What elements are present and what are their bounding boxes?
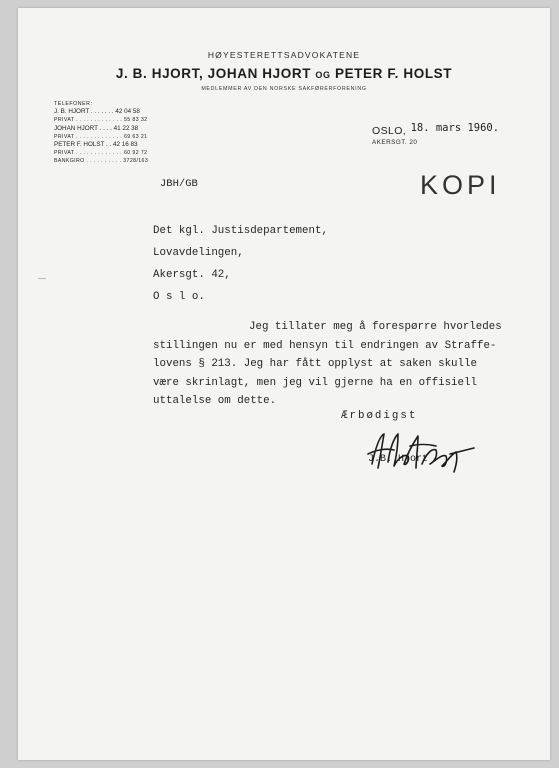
phone-row	[54, 149, 148, 157]
phone-list-header: TELEFONER:	[54, 101, 93, 107]
phone-number: 3728/163	[123, 158, 149, 165]
body-line: være skrinlagt, men jeg vil gjerne ha en offisiell	[153, 376, 477, 389]
letterhead-firm: HØYESTERETTSADVOKATENE	[207, 50, 361, 60]
phone-row	[54, 116, 148, 124]
phone-row	[54, 108, 148, 116]
body-line: Jeg tillater meg å forespørre hvorledes	[249, 321, 502, 333]
recipient-line: Lovavdelingen,	[153, 247, 244, 259]
letter-page	[18, 8, 550, 760]
kopi-stamp: KOPI	[420, 170, 501, 200]
handwritten-signature	[358, 424, 478, 476]
letterhead-membership: MEDLEMMER AV DEN NORSKE SAKFØRERFORENING	[201, 86, 367, 92]
signer-initials: J.B. Hjort	[368, 454, 429, 465]
phone-label: PRIVAT . . . . . . . . . . . . .	[54, 117, 123, 124]
phone-number: 60 92 72	[124, 150, 148, 157]
phone-label: J. B. HJORT . . . . . . .	[54, 108, 114, 116]
letterhead-partners	[18, 66, 550, 81]
phone-row	[54, 125, 148, 133]
phone-number: 41 22 38	[113, 124, 139, 132]
phone-number: 69 63 21	[124, 133, 148, 140]
body-line: stillingen nu er med hensyn til endringen av Straffe-	[153, 339, 497, 352]
letterhead-og: OG	[315, 70, 331, 80]
recipient-address	[153, 220, 328, 308]
phone-number: 55 83 32	[124, 117, 148, 124]
phone-label: BANKGIRO . . . . . . . . . .	[54, 158, 122, 165]
place-address: AKERSGT. 20	[372, 139, 418, 146]
closing-salutation: Ærbødigst	[341, 410, 418, 422]
reference-code: JBH/GB	[160, 178, 198, 190]
letterhead-partners-b: PETER F. HOLST	[334, 66, 453, 81]
phone-label: PRIVAT . . . . . . . . . . . . .	[54, 133, 123, 140]
phone-row	[54, 141, 148, 149]
body-line: lovens § 213. Jeg har fått opplyst at saken skulle	[153, 358, 477, 370]
phone-list	[54, 100, 148, 166]
phone-row	[54, 133, 148, 141]
recipient-line: O s l o.	[153, 291, 205, 303]
phone-row	[54, 157, 148, 165]
punch-mark	[38, 278, 46, 279]
phone-number: 42 04 58	[115, 108, 140, 116]
phone-number: 42 16 83	[113, 141, 138, 149]
phone-label: PRIVAT . . . . . . . . . . . . .	[54, 150, 123, 157]
letter-body	[153, 318, 502, 411]
body-line: uttalelse om dette.	[153, 395, 277, 407]
recipient-line: Akersgt. 42,	[153, 269, 231, 281]
letterhead-partners-a: J. B. HJORT, JOHAN HJORT	[115, 66, 312, 81]
recipient-line: Det kgl. Justisdepartement,	[153, 225, 328, 237]
place-city: OSLO,	[372, 125, 407, 137]
phone-label: PETER F. HOLST . .	[54, 141, 112, 149]
phone-label: JOHAN HJORT . . . .	[54, 124, 112, 132]
place-and-date	[372, 121, 499, 146]
letter-date: 18. mars 1960.	[410, 122, 500, 134]
